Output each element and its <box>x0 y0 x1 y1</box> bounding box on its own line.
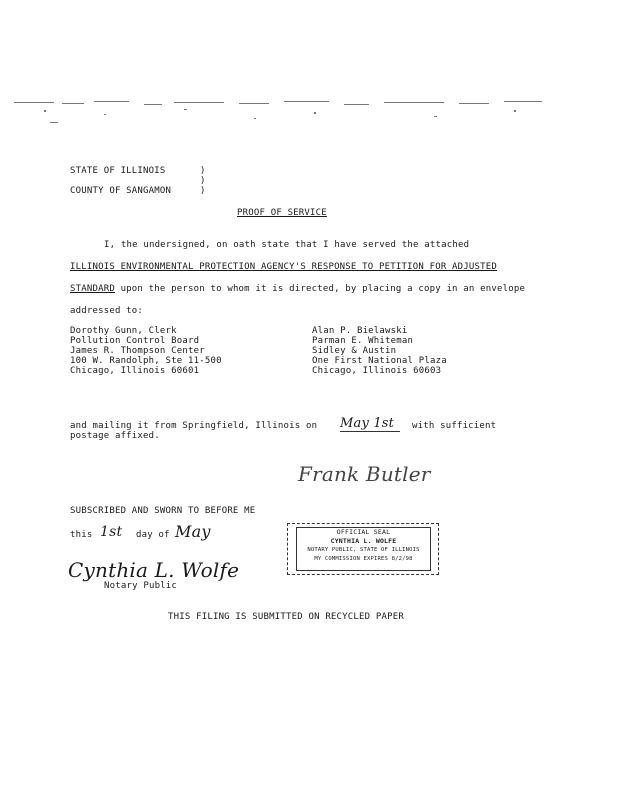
body-line-3-rest: upon the person to whom it is directed, by placing a copy in an envelope <box>114 284 526 294</box>
notary-month-handwritten: May <box>175 522 211 541</box>
body-standard: STANDARD <box>70 284 115 294</box>
address-line: Sidley & Austin <box>312 346 397 356</box>
address-line: Dorothy Gunn, Clerk <box>70 326 177 336</box>
address-line: One First National Plaza <box>312 356 447 366</box>
body-line-2: ILLINOIS ENVIRONMENTAL PROTECTION AGENCY'S RESPONSE TO PETITION FOR ADJUSTED <box>70 262 498 272</box>
body-line-4: addressed to: <box>70 306 144 316</box>
notary-public-label: Notary Public <box>104 581 178 591</box>
address-line: 100 W. Randolph, Ste 11-500 <box>70 356 222 366</box>
mailing-before: and mailing it from Springfield, Illinois on <box>70 421 318 431</box>
address-line: Pollution Control Board <box>70 336 200 346</box>
body-line-3 <box>70 284 525 294</box>
notary-signature: Cynthia L. Wolfe <box>68 558 240 582</box>
address-left <box>70 326 222 376</box>
notary-this: this <box>70 530 93 540</box>
seal-line: NOTARY PUBLIC, STATE OF ILLINOIS <box>307 547 420 553</box>
document-title: PROOF OF SERVICE <box>237 208 327 218</box>
scan-noise-band <box>14 100 544 130</box>
seal-line: OFFICIAL SEAL <box>336 528 391 536</box>
notary-seal-inner <box>296 527 431 571</box>
address-line: Chicago, Illinois 60603 <box>312 366 442 376</box>
mailing-date-handwritten: May 1st <box>340 416 400 432</box>
mailing-after: with sufficient <box>412 421 497 431</box>
address-line: James R. Thompson Center <box>70 346 205 356</box>
address-line: Chicago, Illinois 60601 <box>70 366 200 376</box>
footer-recycled-note: THIS FILING IS SUBMITTED ON RECYCLED PAPER <box>168 612 404 622</box>
mailing-line-2: postage affixed. <box>70 431 160 441</box>
caption-paren: ) <box>200 166 206 176</box>
seal-line: MY COMMISSION EXPIRES 8/2/98 <box>314 556 413 562</box>
notary-day-handwritten: 1st <box>100 524 123 540</box>
server-signature: Frank Butler <box>298 462 431 486</box>
caption-county: COUNTY OF SANGAMON <box>70 186 172 196</box>
body-line-1: I, the undersigned, on oath state that I have served the attached <box>104 240 470 250</box>
caption-state: STATE OF ILLINOIS <box>70 166 166 176</box>
subscribed-line: SUBSCRIBED AND SWORN TO BEFORE ME <box>70 506 256 516</box>
notary-seal <box>287 523 439 575</box>
address-line: Alan P. Bielawski <box>312 326 408 336</box>
address-line: Parman E. Whiteman <box>312 336 414 346</box>
caption-paren: ) <box>200 176 206 186</box>
notary-day-of: day of <box>136 530 170 540</box>
address-right <box>312 326 447 376</box>
caption-paren: ) <box>200 186 206 196</box>
seal-line: CYNTHIA L. WOLFE <box>330 537 397 545</box>
